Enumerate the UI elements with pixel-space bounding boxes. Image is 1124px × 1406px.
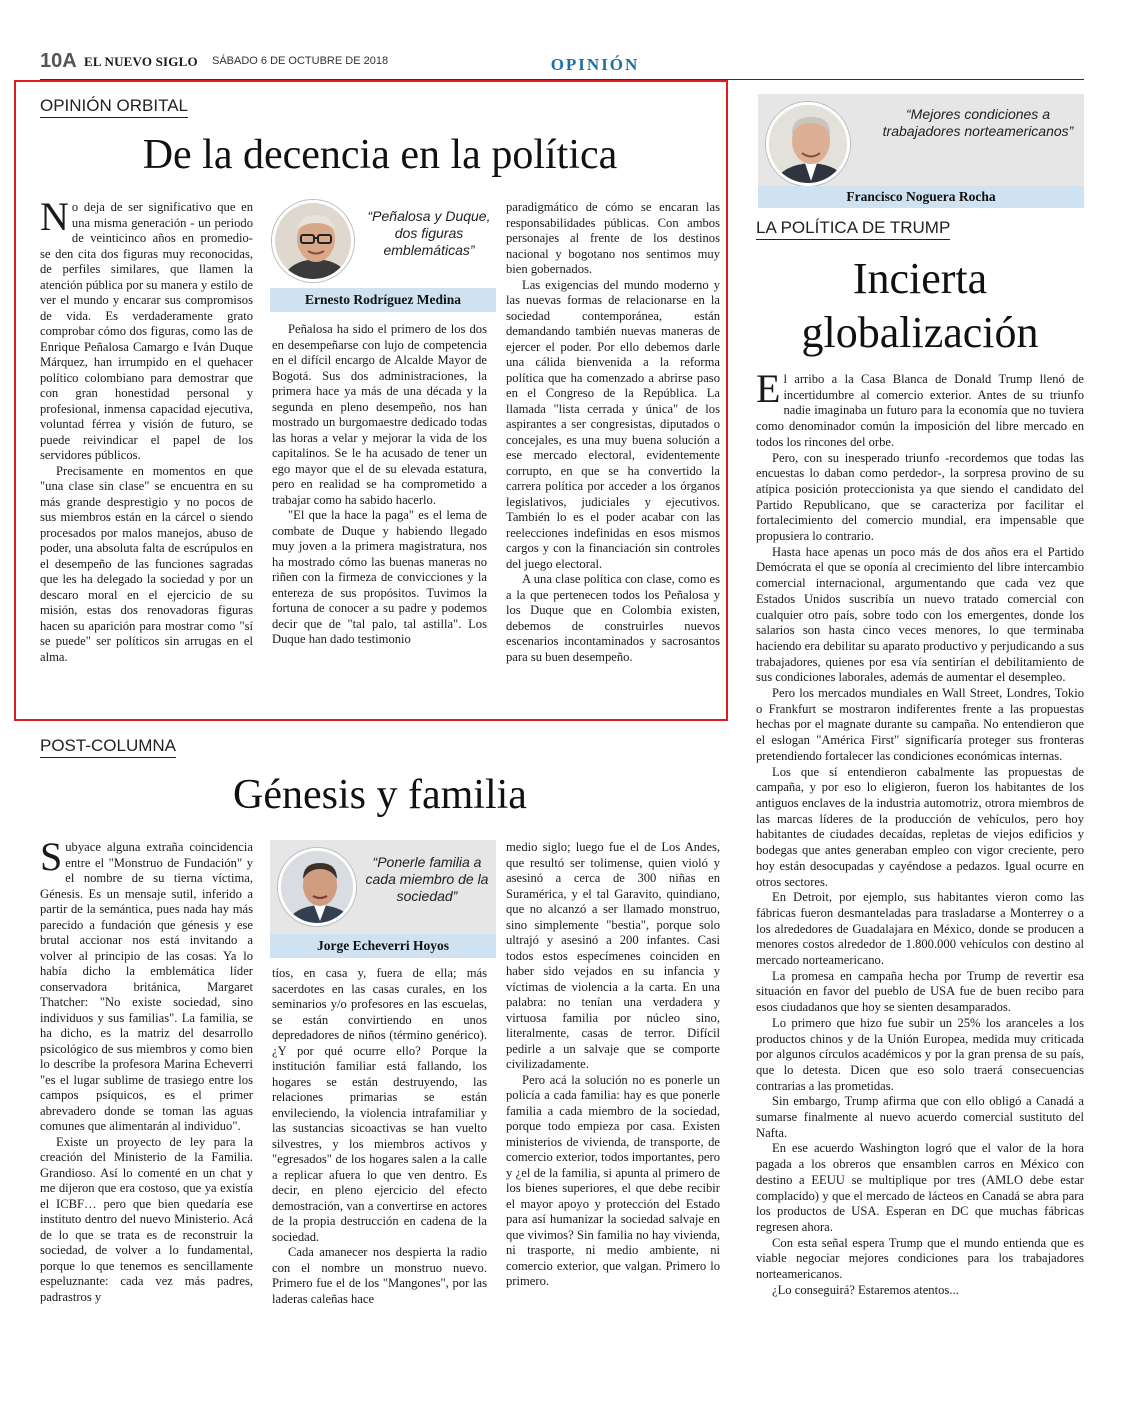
article1-col3: [506, 200, 720, 710]
article1-col3-p3: A una clase política con clase, como es a la que pertenecen todos los Peñalosa y los Duque que en Colombia existen, debemos de construirles nuevos escenarios incontaminados y sacrosantos para su buen desempeño.: [506, 572, 720, 664]
article3-author-name: Francisco Noguera Rocha: [758, 186, 1084, 208]
article1-pull-quote: “Peñalosa y Duque, dos figuras emblemáticas”: [367, 208, 491, 258]
article3-body: [756, 372, 1084, 1362]
article2-kicker: POST-COLUMNA: [40, 736, 176, 758]
section-name: OPINIÓN: [550, 55, 640, 74]
article1-col1: [40, 200, 253, 710]
article1-dropcap: N: [40, 200, 69, 239]
article3-p6: En Detroit, por ejemplo, sus habitantes vieron como las fábricas fueron desmanteladas para trasladarse a Monterrey o a los alrededores de Guadalajara en México, donde se producen a menores costos alrededor de 1.800.000 vehículos con destino al mercado norteamericano.: [756, 890, 1084, 968]
article3-p5: Los que sí entendieron cabalmente las propuestas de campaña, y por eso lo eligieron, fueron los habitantes de los antiguos enclaves de la industria automotriz, otrora miembros de las marcas líderes de la producción de vehículos, pero hoy habitantes de ciudades decaídas, repletas de viejos edificios y bodegas que antes generaban empleo con vigor creciente, pero hoy están desocupadas y cayéndose a pedazos. Igual ocurre en otros sectores.: [756, 764, 1084, 889]
article2-col2: [272, 966, 487, 1352]
article1-col1-p1: o deja de ser significativo que en una misma generación - un periodo de veinticinco años en promedio- se den cita dos figuras muy reconocidas, de perfiles similares, que llamen la atención pública por su manera y estilo de ver el mundo y encarar sus compromisos de vida. Es verdaderamente grato comprobar cómo dos figuras, como las de Enrique Peñalosa Camargo e Iván Duque Márquez, han irrumpido en el quehacer político colombiano para demostrar que con gran honestidad personal y profesional, inmensa capacidad ejecutiva, voluntad férrea y visión de futuro, se puede reivindicar el papel de los servidores públicos.: [40, 200, 253, 462]
issue-date: SÁBADO 6 DE OCTUBRE DE 2018: [212, 55, 389, 67]
article3-p3: Hasta hace apenas un poco más de dos años era el Partido Demócrata el que se oponía al crecimiento del libre intercambio comercial internacional, argumentando que cada vez que Estados Unidos suscribía un nuevo tratado comercial con cualquier otro país, sobre todo con los emergentes, donde los salarios son hasta cinco veces menores, lo que terminaba haciendo era debilitar su aparato productivo y perjudicando a sus trabajadores, quienes por esa vía sentirían el debilitamiento de sus condiciones laborales, además de aumentar el desempleo.: [756, 544, 1084, 685]
article3-p9: Sin embargo, Trump afirma que con ello obligó a Canadá a sumarse finalmente al nuevo acuerdo comercial sustituto del Nafta.: [756, 1094, 1084, 1140]
article1-author-name: Ernesto Rodríguez Medina: [270, 288, 496, 312]
article1-col1-p2: Precisamente en momentos en que "una clase sin clase" se encuentra en su más grande desprestigio y no pocos de sus miembros están en la cárcel o siendo procesados por malos manejos, abuso de poder, una absoluta falta de escrúpulos en el desempeño de las funciones sagradas que les ha delegado la sociedad y por un descaro moral en el ejercicio de su misión, estas dos renovadoras figuras hacen su aparición para mostrar como "sí se puede" ser políticos sin arrugas en el alma.: [40, 463, 253, 664]
article3-p10: En ese acuerdo Washington logró que el valor de la hora pagada a los obreros que ensamblen carros en México con destino a EEUU se multiplique por tres (AMLO debe estar complacido) y que el mercado de lácteos en Canadá se abra para los productos de USA. Esperan en DC que muchas fábricas regresen ahora.: [756, 1141, 1084, 1234]
article1-kicker: OPINIÓN ORBITAL: [40, 96, 188, 118]
article3-p4: Pero los mercados mundiales en Wall Street, Londres, Tokio o Frankfurt se mostraron indiferentes frente a las propuestas hechas por el magnate durante su campaña. No entendieron que el eslogan "América First" significaría proteger sus fronteras pretendiendo fortalecer las condiciones económicas internas.: [756, 686, 1084, 763]
article1-author-portrait: [272, 200, 354, 282]
article3-title: [756, 252, 1084, 360]
article3-kicker: LA POLÍTICA DE TRUMP: [756, 218, 950, 240]
article2-col2-p1: tíos, en casa y, fuera de ella; más sacerdotes en las casas curales, en los seminarios y/o profesores en las escuelas, se están convirtiendo en unos depredadores de niños (término genérico). ¿Y por qué ocurre ello? Porque la institución familiar está fallando, los hogares se están destruyendo, las relaciones primarias se están envileciendo, la violencia intrafamiliar y las sustancias sicoactivas se han vuelto silvestres, y los miembros activos y "egresados" de los hogares salen a la calle a replicar afuera lo que ven dentro. Es decir, en pleno ejercicio del efecto demostración, van a convertirse en actores de la propia destrucción en cadena de la sociedad.: [272, 966, 487, 1244]
article3-author-card: [758, 94, 1084, 208]
article3-p2: Pero, con su inesperado triunfo -recordemos que todas las encuestas lo daban como perdedor-, la sorpresa provino de su atípica posición proteccionista ya que siendo el candidato del Partido Republicano, que se caracteriza por facilitar el fortalecimiento del comercio mundial, era impensable que propusiera lo contrario.: [756, 450, 1084, 544]
article3-pull-quote: “Mejores condiciones a trabajadores norteamericanos”: [882, 106, 1074, 139]
article1-col2-p1: Peñalosa ha sido el primero de los dos en desempeñarse con lujo de competencia en el difícil encargo de Alcalde Mayor de Bogotá. Sus dos administraciones, la primera hace ya más de una década y la segunda en pleno desempeño, nos han mostrado un burgomaestre dedicado todas las horas a velar y mejorar la vida de los capitalinos. Se le ha acusado de tener un ego mayor que el de su elevada estatura, pero en realidad se ha comprometido a trabajar como ha sabido hacerlo.: [272, 322, 487, 507]
article2-col3-p1: medio siglo; luego fue el de Los Andes, que resultó ser tolimense, quien violó y asesinó a cerca de 300 niñas en Suramérica, y el tal Garavito, quindiano, que no alcanzó a ser llamado monstruo, sino simplemente "bestia", porque solo ultrajó y asesinó a 200 infantes. Casi todos estos especímenes coinciden en haber sido vejados en su infancia y víctimas de violencia a la carta. En una palabra: no tenían una verdadera y virtuosa familia por núcleo sino, literalmente, casas de terror. Difícil pedirle a un salvaje que se comporte civilizadamente.: [506, 840, 720, 1071]
article3-author-portrait: [766, 102, 850, 186]
article1-col3-p2: Las exigencias del mundo moderno y las nuevas formas de relacionarse en la sociedad contemporánea, están demandando también nuevas maneras de ejercer el poder. Por ello debemos darle una cálida bienvenida a la reforma política que ha comenzado a abrirse paso en el Congreso de la República. La llamada "lista cerrada y única" de los aspirantes a ser congresistas, diputados o concejales, es una muy buena solución a ese mercado electoral, evidentemente corrupto, en que se ha convertido la carrera política por acceder a los órganos legislativos, judiciales y ejecutivos. También lo es el poder acabar con las reelecciones indefinidas en esos mismos cargos y con la financiación sin controles del juego electoral.: [506, 277, 720, 571]
article2-dropcap: S: [40, 840, 63, 879]
article1-col3-p1: paradigmático de cómo se encaran las responsabilidades públicas. Con ambos personajes al frente de los destinos nacional y bogotano nos sentimos muy bien gobernados.: [506, 200, 720, 276]
article3-dropcap: E: [756, 372, 781, 411]
article1-col2-p2: "El que la hace la paga" es el lema de combate de Duque y habiendo llegado muy joven a la primera magistratura, nos ha mostrado cómo las buenas maneras no riñen con la firmeza de convicciones y la entereza de sus propósitos. Tuvimos la fortuna de conocer a su padre y podemos decir que de "tal palo, tal astilla". Los Duque han dado testimonio: [272, 508, 487, 646]
article3-p11: Con esta señal espera Trump que el mundo entienda que es viable negociar mejores condiciones para los trabajadores norteamericanos.: [756, 1235, 1084, 1282]
article3-p12: ¿Lo conseguirá? Estaremos atentos...: [772, 1282, 959, 1297]
article3-title-line1: Incierta: [852, 254, 988, 303]
article2-author-name: Jorge Echeverri Hoyos: [270, 934, 496, 958]
article3-p8: Lo primero que hizo fue subir un 25% los aranceles a los productos chinos y de la Unión Europea, medida muy criticada por algunos círculos académicos y por la gran prensa de su país, que lo detesta. Dicen que eso solo traerá consecuencias contrarias a las prometidas.: [756, 1015, 1084, 1093]
article1-col2: [272, 322, 487, 710]
article1-title: De la decencia en la política: [142, 132, 618, 178]
article3-p7: La promesa en campaña hecha por Trump de revertir esa situación en favor del pueblo de USA fue de buen recibo para esos ciudadanos que hoy se sienten desamparados.: [756, 968, 1084, 1015]
masthead: [40, 50, 1084, 80]
newspaper-name: EL NUEVO SIGLO: [84, 54, 198, 69]
article2-author-card: [270, 840, 496, 958]
article2-col1-p1: ubyace alguna extraña coincidencia entre el "Monstruo de Fundación" y el nombre de su tierna víctima, Génesis. Es un mensaje sutil, inferido a partir de la semántica, pues nada hay más parecido a fundación que génesis y ese brutal accionar nos está invitando a volver al principio de las cosas. Ya lo había dicho la emblemática líder conservadora británica, Margaret Thatcher: "No existe sociedad, sino individuos y sus familias". La familia, se ha dicho, es la matriz del desarrollo psicológico de sus miembros y como bien lo describe la profesora Marina Echeverri "es el lugar sublime de trasiego entre los campos psíquicos, es el primer abrevadero donde se toman las aguas comunes que alimentarán al individuo".: [40, 840, 253, 1133]
article2-col1-p2: Existe un proyecto de ley para la creación del Ministerio de la Familia. Grandioso. Así lo comenté en un chat y me dijeron que era costoso, que ya existía el ICBF… pero que bien quedaría ese instituto dentro del nuevo Ministerio. Acá de lo que se trata es de reconstruir la sociedad, de volver a lo fundamental, porque lo que tenemos es sencillamente espeluznante: cada vez más padres, padrastros y: [40, 1134, 253, 1304]
article2-pull-quote: “Ponerle familia a cada miembro de la sociedad”: [365, 854, 489, 904]
page-number: 10A: [40, 50, 77, 72]
article2-col1: [40, 840, 253, 1352]
article3-p1: l arribo a la Casa Blanca de Donald Trump llenó de incertidumbre al comercio exterior. Antes de su triunfo nadie imaginaba un futuro para la economía que no tuviera como denominador común la imposición del libre mercado en todos los rincones del orbe.: [756, 372, 1084, 449]
article2-author-portrait: [278, 848, 356, 926]
article3-title-line2: globalización: [801, 308, 1039, 357]
article1-author-card: [270, 200, 496, 312]
article2-col3: [506, 840, 720, 1352]
article2-title: Génesis y familia: [233, 772, 527, 818]
article2-col3-p2: Pero acá la solución no es ponerle un policía a cada familia: hay es que ponerle familia a cada miembro de la sociedad, porque todo empieza por casa. Existen ministerios de vivienda, de transporte, de comercio exterior, todos importantes, pero y ¿el de la familia, si apunta al primero de los bienes superiores, el que debe recibir el mayor apoyo y protección del Estado para así humanizar la sociedad salvaje en que vivimos? Sin familia no hay vivienda, ni trasporte, ni medio ambiente, ni comercio exterior, que valgan. Primero lo primero.: [506, 1072, 720, 1288]
article2-col2-p2: Cada amanecer nos despierta la radio con el nombre un monstruo nuevo. Primero fue el de los "Mangones", por las laderas caleñas hace: [272, 1245, 487, 1306]
